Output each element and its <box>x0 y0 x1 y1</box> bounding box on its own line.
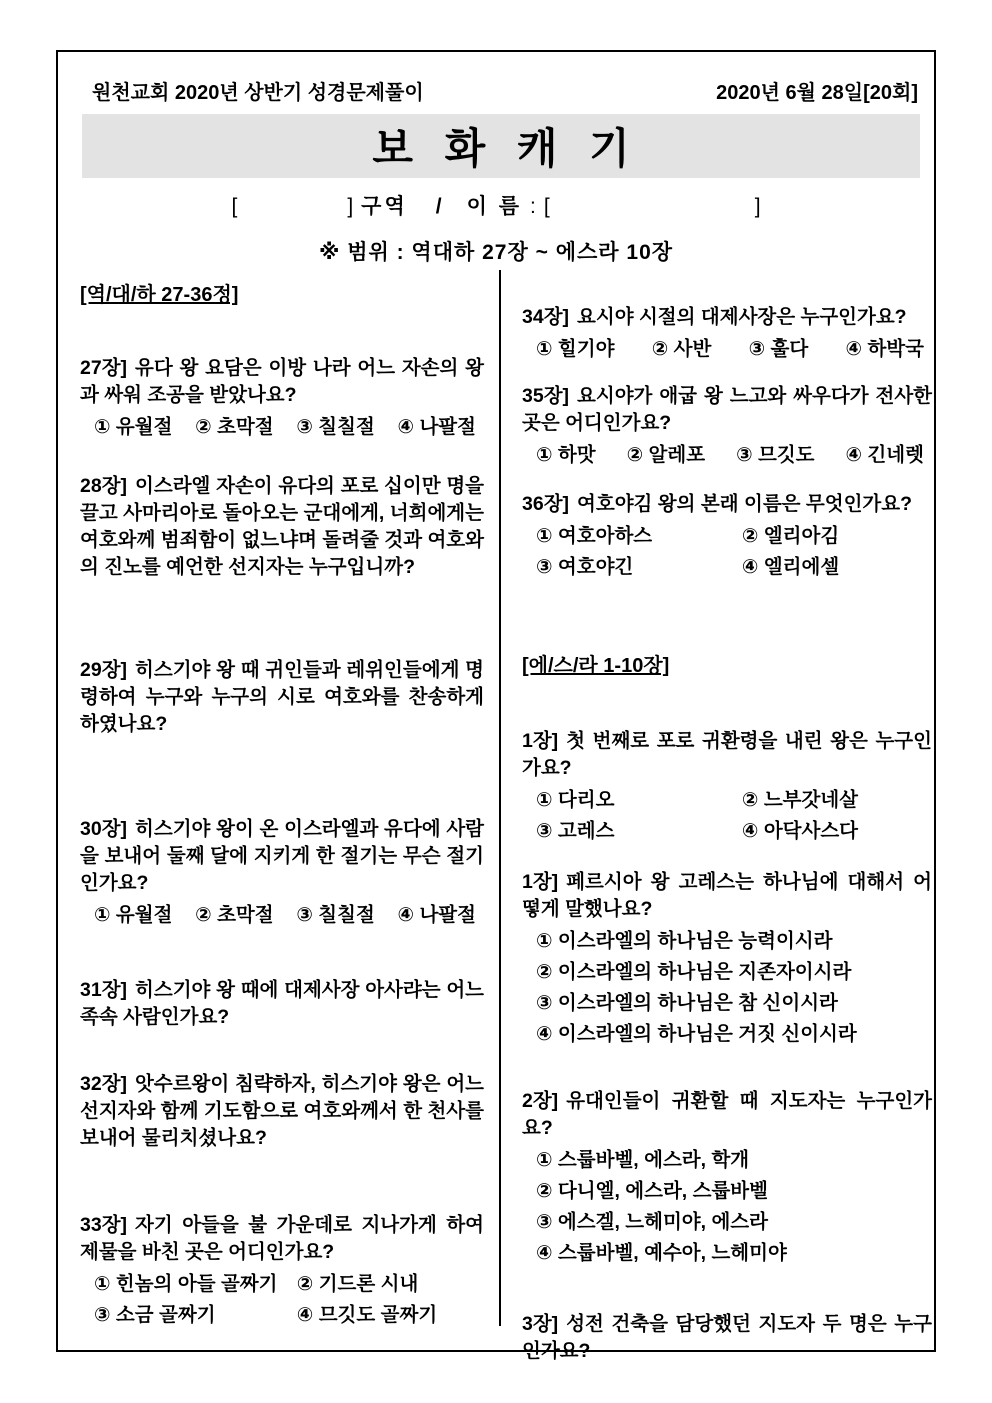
question-32 <box>80 1071 484 1152</box>
question-number: 1장] <box>522 871 559 893</box>
question-number: 27장] <box>80 357 128 379</box>
question-text <box>522 304 932 331</box>
answer-options <box>80 900 484 931</box>
question-35 <box>522 383 932 471</box>
name-label: 이 름 <box>466 195 522 218</box>
question-text <box>80 1071 484 1152</box>
option-2: ② 다니엘, 에스라, 스룹바벨 <box>536 1180 768 1202</box>
question-text <box>522 869 932 923</box>
question-34 <box>522 304 932 365</box>
option-4: ④ 스룹바벨, 예수아, 느헤미야 <box>536 1242 787 1264</box>
right-column <box>522 282 932 1365</box>
question-body: 히스기야 왕이 온 이스라엘과 유다에 사람을 보내어 둘째 달에 지키게 한 절기는 무슨 절기인가요? <box>80 818 484 894</box>
church-series-title: 원천교회 2020년 상반기 성경문제풀이 <box>92 82 424 104</box>
district-bracket-open: [ <box>231 195 238 218</box>
question-28 <box>80 473 484 581</box>
option-4: ④ 아닥사스다 <box>741 820 859 842</box>
question-body: 성전 건축을 담당했던 지도자 두 명은 누구인가요? <box>522 1313 932 1362</box>
question-text <box>80 977 484 1031</box>
option-3: ③ 고레스 <box>536 820 615 842</box>
question-text <box>522 1088 932 1142</box>
name-colon: : <box>530 195 536 218</box>
question-text <box>80 473 484 581</box>
question-body: 이스라엘 자손이 유다의 포로 십이만 명을 끌고 사마리아로 돌아오는 군대에게, 너희에게는 여호와께 범죄함이 없느냐며 돌려줄 것과 여호와의 진노를 예언한 선지자는 누구입니까? <box>80 475 484 578</box>
question-number: 3장] <box>522 1313 559 1335</box>
question-30 <box>80 816 484 931</box>
question-body: 히스기야 왕 때 귀인들과 레위인들에게 명령하여 누구와 누구의 시로 여호와를 찬송하게 하였나요? <box>80 659 484 735</box>
left-column <box>80 282 484 1331</box>
scope-note: ※ 범위 : 역대하 27장 ~ 에스라 10장 <box>318 241 674 264</box>
option-2: ② 느부갓네살 <box>741 789 859 811</box>
option-1: ① 유월절 <box>94 904 173 926</box>
question-number: 29장] <box>80 659 128 681</box>
question-31 <box>80 977 484 1031</box>
district-name-line <box>58 190 934 220</box>
option-1: ① 하맛 <box>536 444 596 466</box>
option-3: ③ 칠칠절 <box>296 416 375 438</box>
section-title-chronicles: [역/대/하 27-36정] <box>80 284 239 306</box>
option-3: ③ 므깃도 <box>736 444 815 466</box>
question-body: 페르시아 왕 고레스는 하나님에 대해서 어떻게 말했나요? <box>522 871 932 920</box>
option-2: ② 이스라엘의 하나님은 지존자이시라 <box>536 961 852 983</box>
question-text <box>522 491 932 518</box>
question-text <box>522 1311 932 1365</box>
question-body: 자기 아들을 불 가운데로 지나가게 하여 제물을 바친 곳은 어디인가요? <box>80 1214 484 1263</box>
option-4: ④ 이스라엘의 하나님은 거짓 신이시라 <box>536 1023 857 1045</box>
option-1: ① 힐기야 <box>536 338 615 360</box>
option-4: ④ 므깃도 골짜기 <box>296 1304 438 1326</box>
option-4: ④ 나팔절 <box>397 904 476 926</box>
answer-options <box>522 440 932 471</box>
option-4: ④ 하박국 <box>845 338 924 360</box>
question-body: 앗수르왕이 침략하자, 히스기야 왕은 어느 선지자와 함께 기도함으로 여호와께서 한 천사를 보내어 물리치셨나요? <box>80 1073 484 1149</box>
worksheet-page <box>56 50 936 1362</box>
question-body: 요시야 시절의 대제사장은 누구인가요? <box>577 306 907 328</box>
question-body: 히스기야 왕 때에 대제사장 아사랴는 어느 족속 사람인가요? <box>80 979 484 1028</box>
option-3: ③ 소금 골짜기 <box>94 1304 216 1326</box>
district-label: 구역 <box>361 195 408 218</box>
option-2: ② 알레포 <box>626 444 706 466</box>
district-bracket-close: ] <box>347 195 354 218</box>
answer-options <box>522 785 932 847</box>
answer-options <box>80 1269 484 1331</box>
name-bracket-close: ] <box>754 195 761 218</box>
question-number: 34장] <box>522 306 570 328</box>
question-number: 1장] <box>522 730 559 752</box>
question-number: 28장] <box>80 475 128 497</box>
question-number: 32장] <box>80 1073 128 1095</box>
option-2: ② 초막절 <box>195 904 274 926</box>
option-4: ④ 엘리에셀 <box>741 556 840 578</box>
question-ezra-3 <box>522 1311 932 1365</box>
answer-options <box>522 1145 932 1269</box>
question-29 <box>80 657 484 738</box>
question-number: 31장] <box>80 979 128 1001</box>
question-number: 33장] <box>80 1214 128 1236</box>
answer-options <box>522 334 932 365</box>
option-3: ③ 훌다 <box>748 338 809 360</box>
name-bracket-open: [ <box>543 195 550 218</box>
option-4: ④ 나팔절 <box>397 416 476 438</box>
question-body: 여호야김 왕의 본래 이름은 무엇인가요? <box>577 493 913 515</box>
answer-options <box>522 926 932 1050</box>
question-text <box>80 657 484 738</box>
question-text <box>80 816 484 897</box>
option-1: ① 이스라엘의 하나님은 능력이시라 <box>536 930 833 952</box>
question-body: 유대인들이 귀환할 때 지도자는 누구인가요? <box>522 1090 932 1139</box>
question-ezra-2 <box>522 1088 932 1269</box>
option-1: ① 유월절 <box>94 416 173 438</box>
question-27 <box>80 355 484 443</box>
option-1: ① 다리오 <box>536 789 615 811</box>
question-number: 35장] <box>522 385 570 407</box>
option-1: ① 여호아하스 <box>536 525 653 547</box>
question-33 <box>80 1212 484 1331</box>
option-2: ② 초막절 <box>195 416 274 438</box>
option-4: ④ 긴네렛 <box>845 444 924 466</box>
answer-options <box>80 412 484 443</box>
question-body: 첫 번째로 포로 귀환령을 내린 왕은 누구인가요? <box>522 730 932 779</box>
page-header <box>92 76 918 105</box>
question-number: 36장] <box>522 493 570 515</box>
section-title-ezra: [에/스/라 1-10장] <box>522 655 670 677</box>
title-band <box>82 114 920 178</box>
option-3: ③ 에스겔, 느헤미야, 에스라 <box>536 1211 768 1233</box>
option-1: ① 스룹바벨, 에스라, 학개 <box>536 1149 750 1171</box>
option-1: ① 힌놈의 아들 골짜기 <box>94 1273 278 1295</box>
option-2: ② 엘리아김 <box>741 525 840 547</box>
question-text <box>80 355 484 409</box>
question-body: 유다 왕 요담은 이방 나라 어느 자손의 왕과 싸워 조공을 받았나요? <box>80 357 484 406</box>
separator-slash: / <box>435 195 445 218</box>
question-text <box>522 728 932 782</box>
question-ezra-1a <box>522 728 932 847</box>
question-body: 요시야가 애굽 왕 느고와 싸우다가 전사한 곳은 어디인가요? <box>522 385 932 434</box>
question-text <box>522 383 932 437</box>
option-2: ② 기드론 시내 <box>296 1273 419 1295</box>
option-2: ② 사반 <box>651 338 712 360</box>
issue-date: 2020년 6월 28일[20회] <box>716 82 918 104</box>
option-3: ③ 이스라엘의 하나님은 참 신이시라 <box>536 992 838 1014</box>
option-3: ③ 칠칠절 <box>296 904 375 926</box>
question-ezra-1b <box>522 869 932 1050</box>
question-number: 2장] <box>522 1090 559 1112</box>
answer-options <box>522 521 932 583</box>
question-number: 30장] <box>80 818 128 840</box>
column-divider <box>499 270 501 1326</box>
page-title: 보 화 캐 기 <box>372 125 640 172</box>
option-3: ③ 여호야긴 <box>536 556 634 578</box>
question-36 <box>522 491 932 583</box>
question-text <box>80 1212 484 1266</box>
